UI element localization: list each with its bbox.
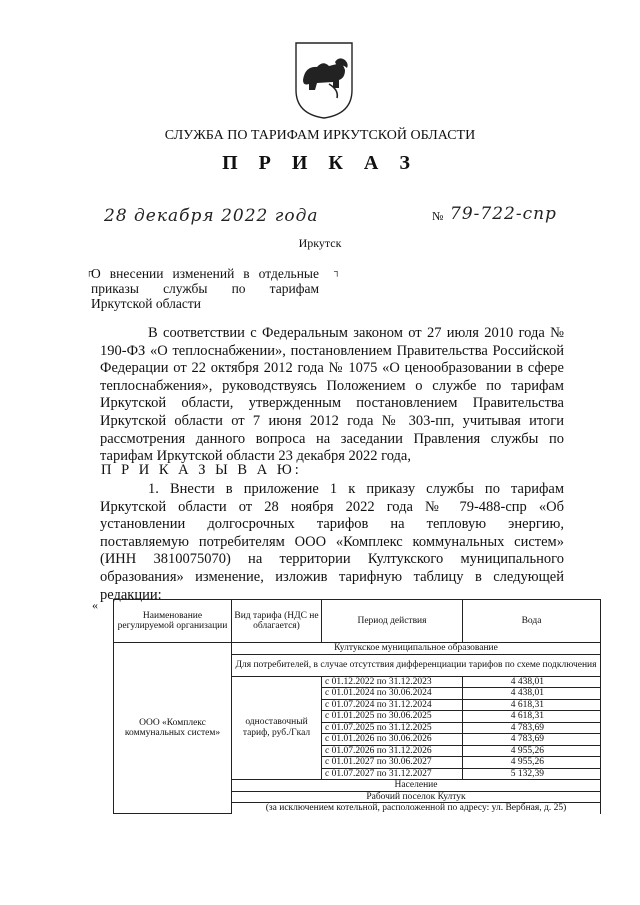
agency-name: СЛУЖБА ПО ТАРИФАМ ИРКУТСКОЙ ОБЛАСТИ	[164, 128, 476, 143]
opening-quote-mark: «	[92, 598, 98, 612]
document-type-title: П Р И К А З	[222, 152, 418, 174]
value-cell: 4 955,26	[463, 745, 601, 757]
header-cell: Период действия	[322, 600, 463, 643]
period-cell: с 01.07.2025 по 31.12.2025	[322, 722, 463, 734]
period-cell: с 01.01.2024 по 30.06.2024	[322, 688, 463, 700]
value-cell: 4 783,69	[463, 734, 601, 746]
tariff-table	[113, 599, 601, 814]
period-cell: с 01.01.2027 по 30.06.2027	[322, 757, 463, 769]
order-subject: О внесении изменений в отдельные приказы службы по тарифам Иркутской области	[91, 266, 319, 311]
table-header-row	[114, 600, 601, 643]
item-1-paragraph: 1. Внести в приложение 1 к приказу службы по тарифам Иркутской области от 28 ноября 2022 года № 79-488-спр «Об установлении долгосрочных тарифов на тепловую энергию, поставляемую потребителям ООО «Комплекс коммунальных систем» (ИНН 3810075070) на территории Култукского муниципального образования» изменение, изложив тарифную таблицу в следующей редакции:	[100, 481, 564, 603]
section-cell: Култукское муниципальное образование	[232, 643, 601, 655]
value-cell: 4 618,31	[463, 699, 601, 711]
handwritten-order-number: 79-722-спр	[450, 204, 557, 224]
period-cell: с 01.12.2022 по 31.12.2023	[322, 676, 463, 688]
handwritten-date: 28 декабря 2022 года	[104, 206, 319, 226]
orders-heading: П Р И К А З Ы В А Ю:	[101, 462, 302, 478]
population-cell: Население	[232, 780, 601, 792]
value-cell: 5 132,39	[463, 768, 601, 780]
organization-cell: ООО «Комплекс коммунальных систем»	[114, 643, 232, 814]
value-cell: 4 618,31	[463, 711, 601, 723]
value-cell: 4 783,69	[463, 722, 601, 734]
value-cell: 4 438,01	[463, 676, 601, 688]
value-cell: 4 438,01	[463, 688, 601, 700]
preamble-paragraph: В соответствии с Федеральным законом от 27 июля 2010 года № 190-ФЗ «О теплоснабжении», постановлением Правительства Российской Федерации от 22 октября 2012 года № 1075 «О ценообразовании в сфере теплоснабжения», руководствуясь Положением о службе по тарифам Иркутской области, утвержденным постановлением Правительства Иркутской области от 7 июня 2012 года № 303-пп, учитывая итоги рассмотрения данного вопроса на заседании Правления службы по тарифам Иркутской области 23 декабря 2022 года,	[100, 325, 564, 465]
header-cell: Вид тарифа (НДС не облагается)	[232, 600, 322, 643]
coat-of-arms-emblem	[293, 40, 355, 120]
table-row	[114, 643, 601, 655]
subject-bracket-right-icon: ┐	[334, 266, 341, 276]
period-cell: с 01.07.2027 по 31.12.2027	[322, 768, 463, 780]
period-cell: с 01.01.2025 по 30.06.2025	[322, 711, 463, 723]
subject-bracket-left-icon: ┌	[86, 266, 93, 276]
subsection-cell: Для потребителей, в случае отсутствия дифференциации тарифов по схеме подключения	[232, 654, 601, 676]
period-cell: с 01.07.2026 по 31.12.2026	[322, 745, 463, 757]
settlement-note-cell: (за исключением котельной, расположенной по адресу: ул. Вербная, д. 25)	[232, 803, 601, 814]
period-cell: с 01.07.2024 по 31.12.2024	[322, 699, 463, 711]
header-cell: Наименование регулируемой организации	[114, 600, 232, 643]
value-cell: 4 955,26	[463, 757, 601, 769]
number-label: №	[432, 209, 444, 223]
tariff-type-cell: одноставочный тариф, руб./Гкал	[232, 676, 322, 780]
period-cell: с 01.01.2026 по 30.06.2026	[322, 734, 463, 746]
city-name: Иркутск	[298, 236, 342, 250]
settlement-cell: Рабочий поселок Култук	[232, 791, 601, 803]
header-cell: Вода	[463, 600, 601, 643]
